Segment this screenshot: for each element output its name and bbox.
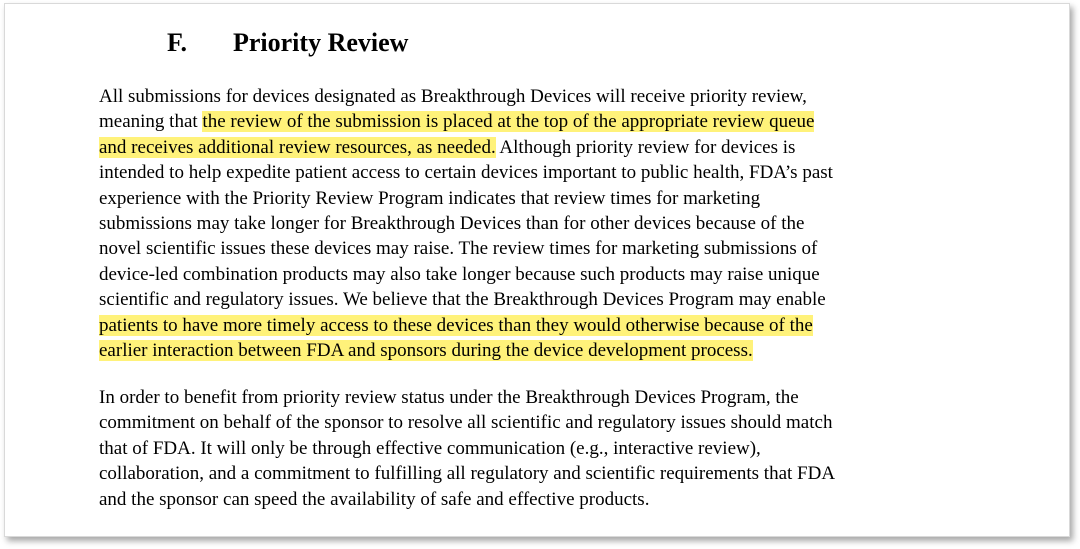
highlighted-text: earlier interaction between FDA and sponsors during the device development process.: [99, 340, 753, 362]
text-line: collaboration, and a commitment to fulfilling all regulatory and scientific requirements that FDA: [99, 463, 836, 485]
highlighted-text: and receives additional review resources, as needed.: [99, 136, 496, 158]
section-heading: [167, 28, 408, 58]
text-line: experience with the Priority Review Program indicates that review times for marketing: [99, 187, 761, 209]
text-line: intended to help expedite patient access to certain devices important to public health, FDA’s past: [99, 162, 833, 184]
section-title: Priority Review: [233, 28, 409, 57]
highlighted-text: the review of the submission is placed at the top of the appropriate review queue: [202, 111, 815, 133]
text-line: In order to benefit from priority review status under the Breakthrough Devices Program, the: [99, 387, 799, 408]
paragraph-commitment: [99, 385, 979, 512]
text-line: and the sponsor can speed the availability of safe and effective products.: [99, 488, 650, 510]
paragraph-priority-review: [99, 84, 979, 363]
text-line: device-led combination products may also take longer because such products may raise unique: [99, 263, 820, 285]
text-line: [99, 135, 979, 160]
text-segment: Although priority review for devices is: [495, 136, 796, 158]
text-line: All submissions for devices designated as Breakthrough Devices will receive priority review,: [99, 86, 807, 107]
text-line: [99, 313, 979, 338]
text-line: that of FDA. It will only be through effective communication (e.g., interactive review),: [99, 437, 761, 459]
document-page: [4, 3, 1070, 537]
text-line: commitment on behalf of the sponsor to resolve all scientific and regulatory issues should match: [99, 412, 833, 434]
text-line: novel scientific issues these devices may raise. The review times for marketing submissions of: [99, 238, 818, 260]
text-line: [99, 338, 979, 363]
text-line: submissions may take longer for Breakthrough Devices than for other devices because of the: [99, 213, 805, 235]
highlighted-text: patients to have more timely access to these devices than they would otherwise because of the: [99, 314, 813, 336]
text-line: scientific and regulatory issues. We believe that the Breakthrough Devices Program may enable: [99, 289, 826, 311]
text-line: [99, 109, 979, 134]
text-segment: meaning that: [99, 111, 203, 133]
section-letter: F.: [167, 28, 187, 57]
